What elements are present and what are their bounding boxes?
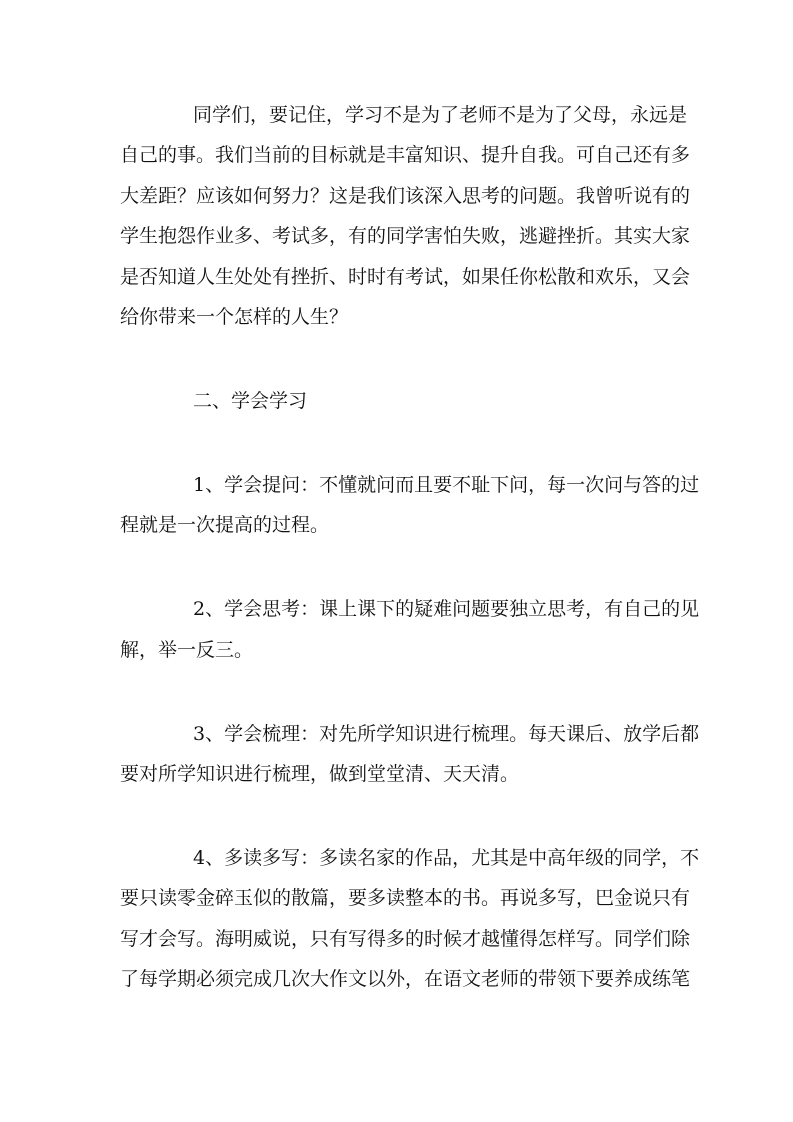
- paragraph-1-line-4: 学生抱怨作业多、考试多，有的同学害怕失败，逃避挫折。其实大家: [120, 225, 691, 247]
- item-3-line-1: 3、学会梳理：对先所学知识进行梳理。每天课后、放学后都: [193, 723, 700, 745]
- paragraph-1-line-5: 是否知道人生处处有挫折、时时有考试，如果任你松散和欢乐，又会: [120, 266, 691, 288]
- section-heading: 二、学会学习: [193, 390, 308, 412]
- item-1-line-1: 1、学会提问：不懂就问而且要不耻下问，每一次问与答的过: [193, 474, 700, 496]
- item-4-line-2: 要只读零金碎玉似的散篇，要多读整本的书。再说多写，巴金说只有: [120, 887, 691, 909]
- paragraph-1-line-6: 给你带来一个怎样的人生？: [120, 306, 349, 328]
- item-2-line-2: 解，举一反三。: [120, 639, 254, 661]
- item-1-line-2: 程就是一次提高的过程。: [120, 514, 330, 536]
- item-2-line-1: 2、学会思考：课上课下的疑难问题要独立思考，有自己的见: [193, 598, 700, 620]
- item-4-line-4: 了每学期必须完成几次大作文以外，在语文老师的带领下要养成练笔: [120, 968, 691, 990]
- item-3-line-2: 要对所学知识进行梳理，做到堂堂清、天天清。: [120, 763, 520, 785]
- paragraph-1-line-2: 自己的事。我们当前的目标就是丰富知识、提升自我。可自己还有多: [120, 144, 691, 166]
- item-4-line-3: 写才会写。海明威说，只有写得多的时候才越懂得怎样写。同学们除: [120, 928, 691, 950]
- item-4-line-1: 4、多读多写：多读名家的作品，尤其是中高年级的同学，不: [193, 847, 700, 869]
- paragraph-1-line-1: 同学们，要记住，学习不是为了老师不是为了父母，永远是: [193, 104, 688, 126]
- paragraph-1-line-3: 大差距？应该如何努力？这是我们该深入思考的问题。我曾听说有的: [120, 185, 691, 207]
